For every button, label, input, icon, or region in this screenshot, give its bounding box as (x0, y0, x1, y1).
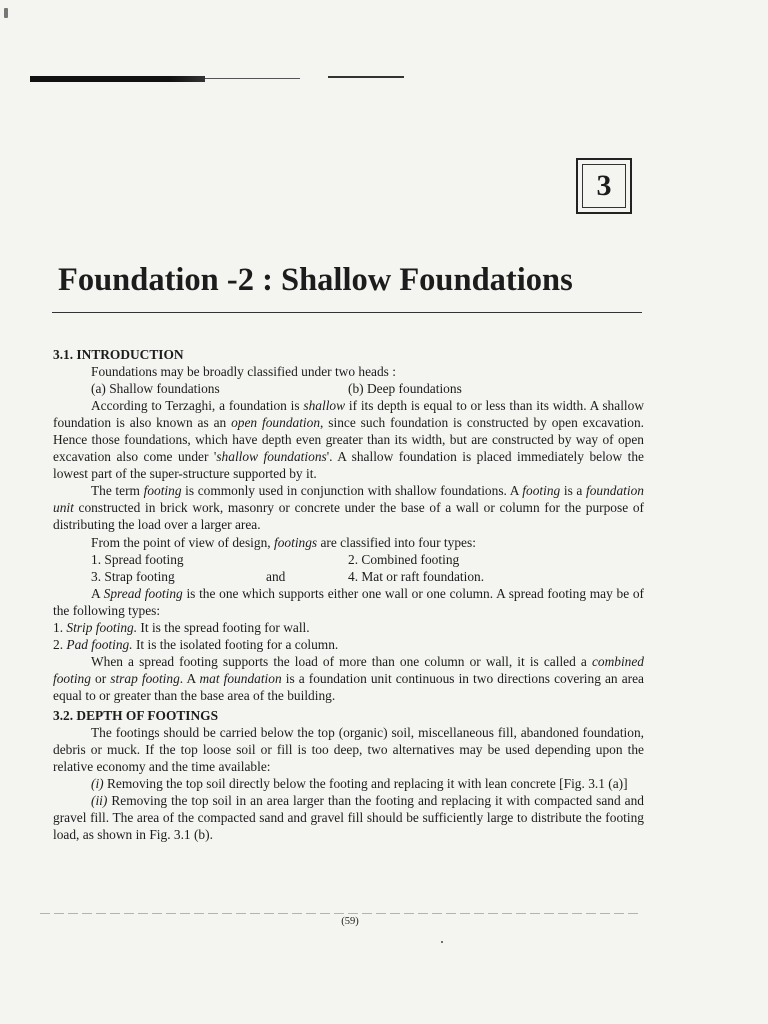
footing-type-strap: 3. Strap footing (91, 568, 175, 584)
section-heading-introduction: 3.1. INTRODUCTION (53, 347, 184, 362)
footing-types-and: and (266, 568, 286, 584)
header-decorative-bar (30, 76, 205, 82)
paragraph-design-types: From the point of view of design, footings are classified into four types: (91, 534, 476, 550)
body-text (53, 346, 644, 843)
spread-type-strip: 1. Strip footing. It is the spread footing for wall. (53, 619, 310, 635)
header-decorative-line (205, 78, 300, 79)
paragraph-depth: The footings should be carried below the top (organic) soil, miscellaneous fill, abandoned foundation, debris or muck. If the top loose soil or fill is too deep, two alternatives may be used depending upon the relative economy and the time available: (53, 725, 644, 775)
footing-types-row-1 (53, 551, 644, 568)
scan-speck (4, 8, 8, 18)
section-heading-depth: 3.2. DEPTH OF FOOTINGS (53, 707, 219, 723)
title-underline (52, 312, 642, 313)
alternative-ii: (ii) Removing the top soil in an area larger than the footing and replacing it with compacted sand and gravel fill. The area of the compacted sand and gravel fill should be sufficiently large to distribute the footing load, as shown in Fig. 3.1 (b). (53, 793, 644, 843)
chapter-number-box (576, 158, 632, 214)
header-decorative-line-short (328, 76, 404, 78)
page-number: (59) (341, 916, 359, 927)
head-shallow: (a) Shallow foundations (91, 381, 220, 397)
scan-speck (441, 941, 443, 943)
footing-type-spread: 1. Spread footing (91, 551, 184, 567)
paragraph-combined-footing: When a spread footing supports the load of more than one column or wall, it is called a combined footing or strap footing. A mat foundation is a foundation unit continuous in two directions covering an area equal to or greater than the base area of the building. (53, 653, 644, 703)
intro-paragraph: Foundations may be broadly classified under two heads : (91, 364, 396, 380)
foundation-heads-list (53, 380, 644, 397)
footing-type-combined: 2. Combined footing (348, 551, 460, 567)
paragraph-spread-footing: A Spread footing is the one which supports either one wall or one column. A spread footing may be of the following types: (53, 585, 644, 618)
chapter-number: 3 (596, 169, 612, 202)
paragraph-terzaghi: According to Terzaghi, a foundation is shallow if its depth is equal to or less than its width. A shallow foundation is also known as an open foundation, since such foundation is constructed by open excavation. Hence those foundations, which have depth even greater than its width, but are constructed by way of open excavation also come under 'shallow foundations'. A shallow foundation is placed immediately below the lowest part of the super-structure supported by it. (53, 398, 644, 482)
footing-type-mat: 4. Mat or raft foundation. (348, 568, 485, 584)
spread-type-pad: 2. Pad footing. It is the isolated footing for a column. (53, 636, 339, 652)
footing-types-row-2 (53, 568, 644, 585)
chapter-title: Foundation -2 : Shallow Foundations (58, 262, 573, 298)
footer-scan-line (40, 913, 640, 914)
head-deep: (b) Deep foundations (348, 381, 462, 397)
alternative-i: (i) Removing the top soil directly below the footing and replacing it with lean concrete [Fig. 3.1 (a)] (91, 776, 628, 792)
paragraph-footing-definition: The term footing is commonly used in conjunction with shallow foundations. A footing is a foundation unit constructed in brick work, masonry or concrete under the base of a wall or column for the purpose of distributing the load over a larger area. (53, 483, 644, 533)
